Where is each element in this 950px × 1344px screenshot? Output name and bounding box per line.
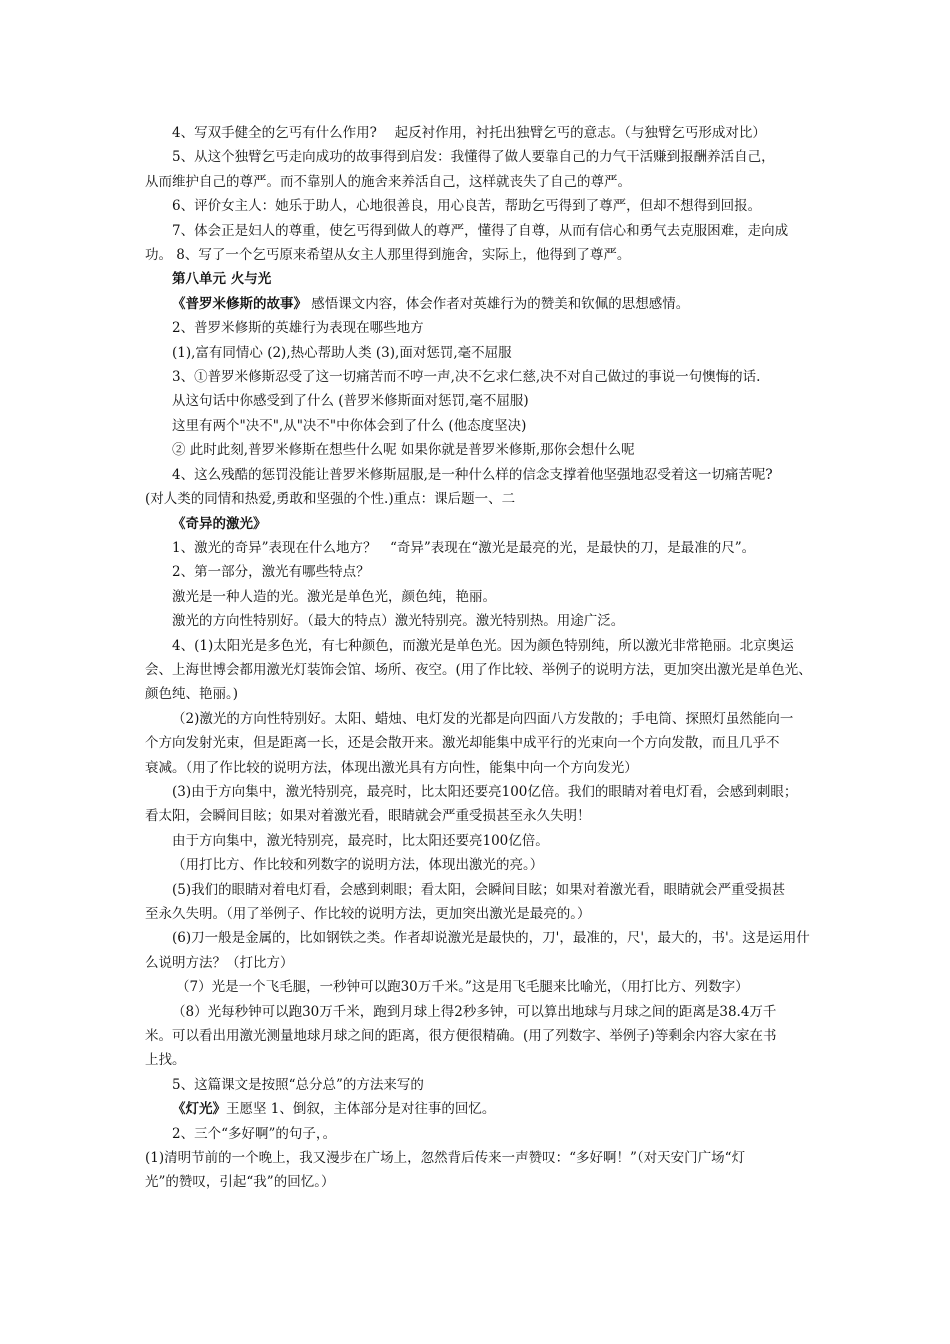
text-line: 光”的赞叹，引起“我”的回忆。） (145, 1174, 335, 1191)
lesson-title: 《普罗米修斯的故事》 (172, 295, 307, 312)
text-line: （7）光是一个飞毛腿，一秒钟可以跑30万千米。”这是用飞毛腿来比喻光，（用打比方、列数字） (176, 979, 749, 996)
text-line: 颜色纯、艳丽。) (145, 686, 239, 703)
text-line: 4、写双手健全的乞丐有什么作用? 起反衬作用，衬托出独臂乞丐的意志。（与独臂乞丐形成对比） (172, 125, 766, 141)
text-line: 至永久失明。（用了举例子、作比较的说明方法，更加突出激光是最亮的。） (145, 906, 591, 922)
text-line: 3、①普罗米修斯忍受了这一切痛苦而不哼一声,决不乞求仁慈,决不对自己做过的事说一句懊悔的话. (172, 369, 761, 386)
text-line: 会、上海世博会都用激光灯装饰会馆、场所、夜空。(用了作比较、举例子的说明方法，更加突出激光是单色光、 (145, 661, 812, 678)
text-line: 1、激光的奇异”表现在什么地方？ “奇异”表现在“激光是最亮的光，是最快的刀，是最准的尺”。 (172, 539, 756, 556)
text-line: 2、第一部分，激光有哪些特点？ (172, 564, 370, 581)
text-line: （8）光每秒钟可以跑30万千米，跑到月球上得2秒多钟，可以算出地球与月球之间的距离是38.4万千 (172, 1003, 777, 1020)
text-line: 2、普罗米修斯的英雄行为表现在哪些地方 (172, 320, 424, 337)
text-line (145, 1097, 825, 1121)
document-body (145, 121, 825, 1195)
text-span: 王愿坚 1、倒叙，主体部分是对往事的回忆。 (226, 1101, 496, 1118)
text-line: 米。可以看出用激光测量地球月球之间的距离，很方便很精确。(用了列数字、举例子)等剩余内容大家在书 (145, 1028, 777, 1045)
lesson-title: 《灯光》 (172, 1101, 226, 1118)
text-line: 6、评价女主人：她乐于助人，心地很善良，用心良苦，帮助乞丐得到了尊严，但却不想得到回报。 (172, 198, 762, 215)
text-line: (1)清明节前的一个晚上，我又漫步在广场上，忽然背后传来一声赞叹：“多好啊！”（对天安门广场“灯 (145, 1150, 746, 1167)
text-line: 看太阳，会瞬间目眩；如果对着激光看，眼睛就会严重受损甚至永久失明！ (145, 808, 591, 825)
lesson-title: 《奇异的激光》 (172, 515, 267, 532)
text-line: (5)我们的眼睛对着电灯看，会感到刺眼；看太阳，会瞬间目眩；如果对着激光看，眼睛就会严重受损甚 (172, 881, 786, 898)
text-line (145, 292, 825, 316)
text-line: (对人类的同情和热爱,勇敢和坚强的个性.)重点：课后题一、二 (145, 491, 516, 508)
text-line: 4、这么残酷的惩罚没能让普罗米修斯屈服,是一种什么样的信念支撑着他坚强地忍受着这一切痛苦呢? (172, 466, 773, 483)
text-line: 功。 8、写了一个乞丐原来希望从女主人那里得到施舍，实际上，他得到了尊严。 (145, 247, 631, 264)
text-line: 5、这篇课文是按照“总分总”的方法来写的 (172, 1076, 424, 1093)
text-line: 4、(1)太阳光是多色光，有七种颜色，而激光是单色光。因为颜色特别纯，所以激光非常艳丽。北京奥运 (172, 637, 794, 654)
unit-heading: 第八单元 火与光 (172, 271, 272, 288)
text-line: （用打比方、作比较和列数字的说明方法，体现出激光的亮。） (172, 857, 544, 874)
text-span: 感悟课文内容，体会作者对英雄行为的赞美和钦佩的思想感情。 (307, 295, 690, 312)
text-line: 由于方向集中，激光特别亮，最亮时，比太阳还要亮100亿倍。 (172, 832, 549, 849)
text-line: 么说明方法？（打比方） (145, 954, 294, 971)
text-line: (3)由于方向集中，激光特别亮，最亮时，比太阳还要亮100亿倍。我们的眼睛对着电灯看，会感到刺眼； (172, 783, 798, 800)
text-line: 2、三个“多好啊”的句子，。 (172, 1125, 337, 1142)
text-line: （2)激光的方向性特别好。太阳、蜡烛、电灯发的光都是向四面八方发散的；手电筒、探照灯虽然能向一 (172, 710, 794, 727)
text-line: 从而维护自己的尊严。而不靠别人的施舍来养活自己，这样就丧失了自己的尊严。 (145, 173, 631, 190)
text-line: 上找。 (145, 1052, 186, 1069)
text-line: 这里有两个"决不",从"决不"中你体会到了什么 (他态度坚决) (172, 417, 527, 434)
text-line: 7、体会正是妇人的尊重，使乞丐得到做人的尊严，懂得了自尊，从而有信心和勇气去克服困难，走向成 (172, 222, 789, 239)
text-line: 5、从这个独臂乞丐走向成功的故事得到启发：我懂得了做人要靠自己的力气干活赚到报酬养活自己， (172, 149, 775, 166)
text-line: 激光是一种人造的光。激光是单色光，颜色纯，艳丽。 (172, 588, 496, 605)
text-line: (6)刀一般是金属的，比如钢铁之类。作者却说激光是最快的，刀'，最准的，尺'，最大的，书'。这是运用什 (172, 930, 810, 947)
text-line: 从这句话中你感受到了什么 (普罗米修斯面对惩罚,毫不屈服) (172, 393, 529, 410)
text-line: 个方向发射光束，但是距离一长，还是会散开来。激光却能集中成平行的光束向一个方向发散，而且几乎不 (145, 735, 780, 752)
text-line: 激光的方向性特别好。（最大的特点）激光特别亮。激光特别热。用途广泛。 (172, 613, 625, 630)
text-line: 衰减。（用了作比较的说明方法，体现出激光具有方向性，能集中向一个方向发光） (145, 759, 638, 776)
text-line: ② 此时此刻,普罗米修斯在想些什么呢 如果你就是普罗米修斯,那你会想什么呢 (172, 442, 635, 459)
text-line: (1),富有同情心 (2),热心帮助人类 (3),面对惩罚,毫不屈服 (172, 344, 512, 361)
